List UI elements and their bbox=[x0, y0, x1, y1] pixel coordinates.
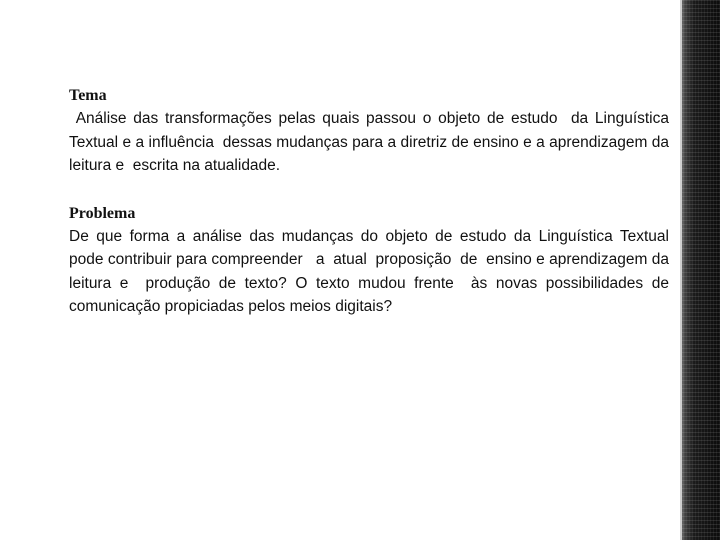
section-text-problema: De que forma a análise das mudanças do objeto de estudo da Linguística Textual pode contribuir para compreender a atual proposição de ensino e aprendizagem da leitura e produção de texto? O texto mudou frente às novas possibilidades de comunicação propiciadas pelos meios digitais? bbox=[69, 227, 678, 315]
slide-content bbox=[69, 84, 678, 319]
decorative-right-border bbox=[680, 0, 720, 540]
section-heading-tema: Tema bbox=[69, 87, 107, 104]
section-problema bbox=[69, 202, 678, 319]
section-tema bbox=[69, 84, 674, 178]
section-heading-problema: Problema bbox=[69, 204, 136, 222]
section-text-tema: Análise das transformações pelas quais passou o objeto de estudo da Linguística Textual e a influência dessas mudanças para a diretriz de ensino e a aprendizagem da leitura e escrita na atualidade. bbox=[69, 110, 674, 174]
